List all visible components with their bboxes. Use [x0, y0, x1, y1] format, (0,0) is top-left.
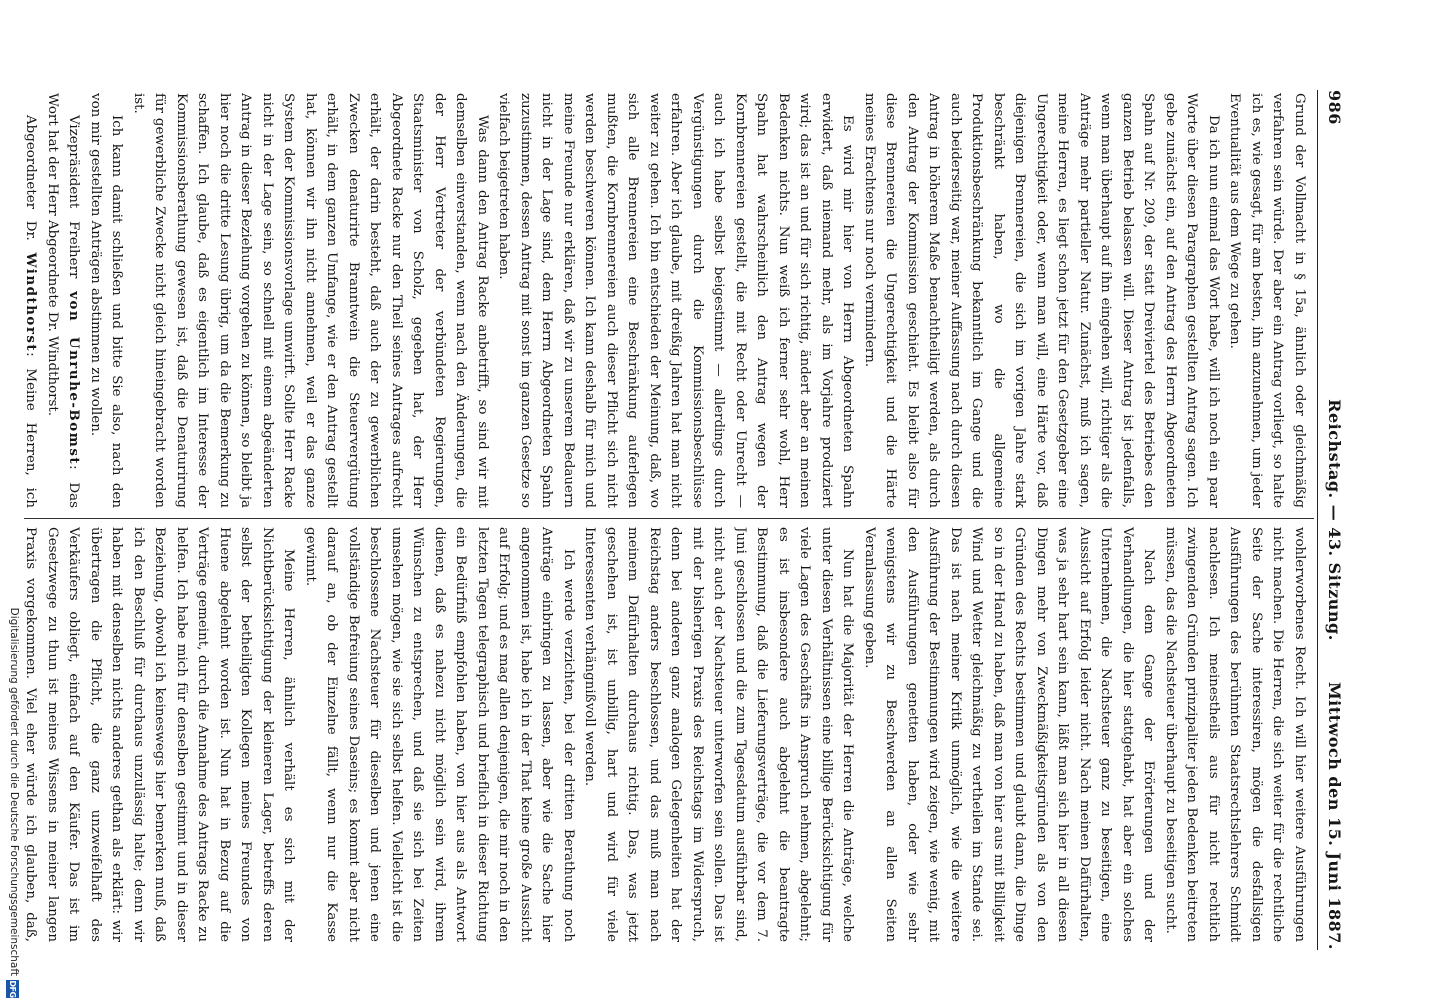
header-rule — [1317, 90, 1318, 950]
right-column — [20, 527, 1310, 942]
speaker-name: von Unruhe-Bomst — [66, 291, 83, 466]
paragraph: Meine Herren, ähnlich verhält es sich mit der Nichtberücksichtigung der kleineren Lager, betreffs deren selbst der betheiligten Kollegen meines Freundes von Huene abgelehnt worden ist. Nun hat in Bezug auf die Verträge gemeint, durch die Annahme des Antrags Racke zu helfen. Ich habe mich für denselben gestimmt und in dieser Beziehung, obwohl ich keineswegs hier bemerken muß, daß ich den Beschluß für durchaus unzulässig halte; denn wir haben mit denselben nichts anderes gethan als erklärt: wir übertragen die Pflicht, die ganz unzweifelhaft des Verkäufers obliegt, einfach auf den Käufer. Das ist im Gesetzwege zu thun ist meines Wissens in meiner langen Praxis vorgekommen. Viel eher würde ich glauben, daß, — [23, 527, 297, 942]
speaker-paragraph — [42, 93, 85, 508]
speaker-text: : Meine Herren, ich — [23, 352, 39, 508]
column-divider — [24, 518, 1314, 519]
speaker-text: : Das Wort hat der Herr Abgeordnete Dr. Windthorst. — [45, 93, 82, 508]
paragraph: Was dann den Antrag Racke anbetrifft, so sind wir mit demselben einverstanden, wenn nach den Änderungen, die der Herr Vertreter der verbündeten Regierungen, Staatsminister von Scholz, gegeben hat, der Herr Abgeordnete Racke nur den Theil seines Antrages aufrecht erhält, der darin besteht, daß auch der zu gewerblichen Zwecken denaturirte Branntwein die Steuervergütung erhält, in dem ganzen Umfange, wie er den Antrag gestellt hat, können wir ihn nicht annehmen, weil er das ganze System der Kommissionsvorlage umwirft. Sollte Herr Racke nicht in der Lage sein, so schnell mit einem abgeänderten Antrag in dieser Beziehung vorgehen zu können, so bleibt ja hier noch die dritte Lesung übrig, um da die Bemerkung zu schaffen. Ich glaube, daß es eigentlich im Interesse der Kommissionsberathung gewesen ist, daß die Denaturirung für gewerbliche Zwecke nicht gleich hineingebracht worden ist. — [131, 93, 490, 508]
paragraph: Grund der Vollmacht in § 15a, ähnlich oder gleichmäßig verfahren sein würde. Der aber ein Antrag vorliegt, so halte ich es, wie gesagt, für am besten, ihn anzunehmen, um jeder Eventualität aus dem Wege zu gehen. — [1227, 93, 1307, 508]
paragraph: Nach dem Gange der Erörterungen und der Verhandlungen, die hier stattgehabt, hat aber ein solches Unternehmen, die Nachsteuer ganz zu beseitigen, eine Aussicht auf Erfolg leider nicht. Nach meinen Dafürhalten, was ja sehr hart sein kann, läßt man sich hier in all diesen Dingen mehr von Zweckmäßigkeitsgründen als von den Gründen des Rechts bestimmen und glaubt dann, die Dinge so in der Hand zu haben, daß man von hier aus mit Billigkeit Wind und Wetter gleichmäßig zu vertheilen im Stande sei. Das ist nach meiner Kritik unmöglich, wie die weitere Ausführung der Bestimmungen wird zeigen, wie wenig, mit den Ausführungen genetten haben, oder wie sehr wenigstens wir zu Beschwerden an allen Seiten Veranlassung geben. — [862, 527, 1157, 942]
paragraph: Ich werde verzichten, bei der dritten Berathung noch Anträge einbringen zu lassen, aber wie die Sache hier angenommen ist, habe ich in der That keine große Aussicht auf Erfolg; und es mag allen denjenigen, die mir noch in den letzten Tagen telegraphisch und brieflich in dieser Richtung ein Bedürfniß empfohlen haben, von hier aus als Antwort dienen, daß es nahezu nicht möglich sein wird, ihrem Wünschen zu entsprechen, und daß sie sich bei Zeiten umsehen mögen, wie sie sich selbst helfen. Vielleicht ist die beschlossene Nachsteuer für dieselben und jenen eine vollständige Befreiung seines Daseins; es kommt aber nicht darauf an, ob der Einzelne fällt, wenn nur die Kasse gewinnt. — [303, 527, 576, 942]
page-header — [1320, 90, 1344, 950]
speaker-name: Windthorst — [23, 252, 40, 353]
left-column — [20, 93, 1310, 508]
funding-note: Digitalisierung gefördert durch die Deutsche Forschungsgemeinschaft — [8, 607, 20, 976]
dfg-logo-icon: DFG — [8, 980, 17, 998]
speaker-title: Vizepräsident Freiherr — [66, 115, 82, 279]
page-number: 986 — [1325, 90, 1344, 125]
paragraph: Da ich nun einmal das Wort habe, will ich noch ein paar Worte über diesen Paragraphen gestellten Antrag sagen. Ich gebe zunächst ein, auf den Antrag des Herrn Abgeordneten Spahn auf Nr. 209, der statt Dreiviertel des Betriebes den ganzen Betrieb belassen will. Dieser Antrag ist jedenfalls, wenn man überhaupt auf ihn eingehen will, richtiger als die Anträge mehr partieller Natur. Zunächst, muß ich sagen, meine Herren, es liegt schon jetzt für den Gesetzgeber eine Ungerechtigkeit oder, wenn man will, eine Härte vor, daß diejenigen Brennereien, die sich im vorigen Jahre stark beschränkt haben, wo die allgemeine Produktionsbeschränkung bekanntlich im Gange und die auch beiderseitig war, meiner Auffassung nach durch diesen Antrag in höherem Maße benachtheiligt werden, als durch den Antrag der Kommission geschieht. Es bleibt also für diese Brennereien die Ungerechtigkeit und die Härte meines Erachtens nur noch vermindern. — [862, 93, 1221, 508]
digitization-footer — [0, 0, 26, 1000]
paragraph: Ich kann damit schließen und bitte Sie also, nach den von mir gestellten Anträgen abstimmen zu wollen. — [88, 93, 125, 508]
paragraph: Es wird mir hier von Herrn Abgeordneten Spahn erwidert, daß niemand mehr, als im Vorjahre produziert wird; das ist an und für sich richtig, ändert aber an meinen Bedenken nichts. Nun weiß ich ferner sehr wohl, Herr Spahn hat wahrscheinlich den Antrag wegen der Kornbrennereien gestellt, die mit Recht oder Unrecht — auch ich habe selbst beigestimmt — allerdings durch Vergünstigungen durch die Kommissionsbeschlüsse erfahren. Aber ich glaube, mit dreißig Jahren hat man nicht weiter zu gehen. Ich bin entschieden der Meinung, daß, wo sich alle Brennereien eine Beschränkung auferlegen mußten, die Kornbrennereien auch dieser Pflicht sich nicht werden beschweren können. Ich kann deshalb für mich und meine Freunde nur erklären, daß wir zu unserem Bedauern nicht in der Lage sind, dem Herrn Abgeordneten Spahn zuzustimmen, dessen Antrag mit sonst im ganzen Gesetze so vielfach beigetreten haben. — [496, 93, 856, 508]
running-title: Reichstag. — 43. Sitzung. — [1325, 399, 1344, 641]
speaker-title: Abgeordneter Dr. — [23, 115, 39, 241]
paragraph: wohlerworbenes Recht. Ich will hier weitere Ausführungen nicht machen. Die Herren, die sich weiter für die rechtliche Seite der Sache interessiren, mögen die desfallsigen Ausführungen des berühmten Staatsrechtslehrers Schmidt nachlesen. Ich meinestheils aus für nicht rechtlich zwingenden Gründen prinzipaliter jeden Bedenken beitreten müssen, das die Nachsteuer überhaupt zu beseitigen sucht. — [1163, 527, 1307, 942]
session-date: Mittwoch den 15. Juni 1887. — [1325, 681, 1344, 950]
paragraph: Nun hat die Majorität der Herren die Anträge, welche unter diesen Verhältnissen eine billige Berücksichtigung für viele Lagen des Geschäfts in Anspruch nehmen, abgelehnt; es ist insbesondere auch abgelehnt die beantragte Bestimmung, daß die Lieferungsverträge, die vor dem 7. Juni geschlossen und die zum Tagesdatum ausführbar sind, nicht auch der Nachsteuer unterworfen sein sollen. Das ist mit der bisherigen Praxis des Reichstags im Widerspruch, denn bei anderen ganz analogen Gelegenheiten hat der Reichstag anders beschlossen, und das muß man nach meinem Dafürhalten durchaus richtig. Das, was jetzt geschehen ist, ist unbillig, hart und wird für viele Interessenten verhängnißvoll werden. — [582, 527, 856, 942]
